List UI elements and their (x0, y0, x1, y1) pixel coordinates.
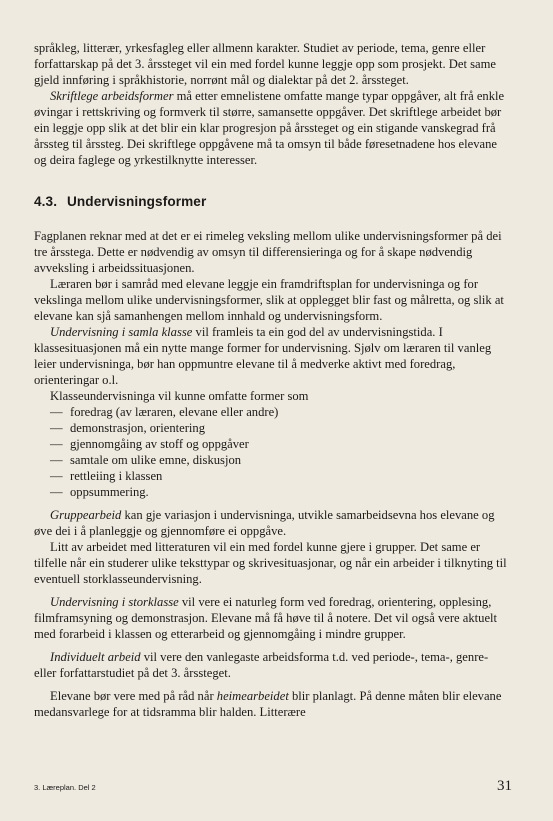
list-item: — samtale om ulike emne, diskusjon (50, 452, 510, 468)
paragraph-1: Fagplanen reknar med at det er ei rimeleg veksling mellom ulike undervisningsformer på dei tre årsstega. Dette er nødvendig av omsyn til differensieringa og for å skape nødvendig avveksling i arbeidssituasjonen. (34, 229, 502, 275)
list-item: — foredrag (av læraren, elevane eller andre) (50, 404, 510, 420)
class-teaching-text: vil framleis ta ein god del av undervisningstida. I klassesituasjonen må ein nytte mange former for undervisning. Sjølv om læraren til vanleg leier undervisninga, bør han oppmuntre elevane til å medverke aktivt med foredrag, orienteringar o.l. (34, 325, 492, 387)
class-teaching-paragraph (34, 324, 510, 388)
group-work-term: Gruppearbeid (50, 508, 122, 522)
page-content (34, 40, 510, 720)
written-forms-paragraph (34, 88, 510, 168)
page-footer (34, 778, 512, 795)
list-intro: Klasseundervisninga vil kunne omfatte former som (50, 389, 309, 403)
intro-paragraph: språkleg, litterær, yrkesfagleg eller allmenn karakter. Studiet av periode, tema, genre eller forfattarskap på det 3. årssteget vil ein med fordel kunne leggje opp som prosjekt. Det same gjeld innføring i språkhistorie, norrønt mål og dialektar på det 2. årssteget. (34, 41, 496, 87)
homework-text-after: blir planlagt. På denne måten blir elevane medansvarlege for at tidsramma blir halden. Litterære (34, 689, 502, 719)
homework-text-before: Elevane bør vere med på råd når (50, 689, 217, 703)
list-item: — gjennomgåing av stoff og oppgåver (50, 436, 510, 452)
group-work-text: kan gje variasjon i undervisninga, utvikle samarbeidsevna hos elevane og øve dei i å planleggje og gjennomføre ei oppgåve. (34, 508, 495, 538)
list-item: — rettleiing i klassen (50, 468, 510, 484)
group-work-paragraph-2: Litt av arbeidet med litteraturen vil ein med fordel kunne gjere i grupper. Det same er tilfelle når ein studerer ulike teksttypar og skrivesituasjonar, og når ein arbeider i tilknyting til eventuell storklasseundervisning. (34, 540, 507, 586)
homework-paragraph (34, 688, 510, 720)
section-number: 4.3. (34, 194, 58, 209)
footer-source: 3. Læreplan. Del 2 (34, 783, 96, 792)
written-forms-text: må etter emnelistene omfatte mange typar oppgåver, alt frå enkle øvingar i rettskriving og formverk til større, samansette oppgåver. Det skriftlege arbeidet bør ein leggje opp slik at det blir ein klar progresjon på årssteget og ein stigande vanskegrad frå årssteg til årssteg. Dei skriftlege oppgåvene må ta omsyn til både føresetnadene hos elevane og deira faglege og yrkestilknytte interesser. (34, 89, 505, 167)
section-title: Undervisningsformer (66, 194, 207, 209)
section-heading (34, 194, 510, 210)
teaching-forms-list (34, 404, 510, 500)
individual-text: vil vere den vanlegaste arbeidsforma t.d. ved periode-, tema-, genre- eller forfattarstudiet på det 3. årssteget. (34, 650, 489, 680)
written-forms-term: Skriftlege arbeidsformer (50, 89, 174, 103)
large-class-text: vil vere ei naturleg form ved foredrag, orientering, opplesing, filmframsyning og demonstrasjon. Elevane må få høve til å notere. Det vil også vere aktuelt med forarbeid i klassen og etterarbeid og gjennomgåing i mindre grupper. (34, 595, 498, 641)
large-class-paragraph (34, 594, 510, 642)
page-number: 31 (497, 778, 512, 794)
list-item: — oppsummering. (50, 484, 510, 500)
large-class-term: Undervisning i storklasse (50, 595, 179, 609)
homework-term: heimearbeidet (216, 689, 289, 703)
paragraph-2: Læraren bør i samråd med elevane leggje ein framdriftsplan for undervisninga og for vekslinga mellom ulike undervisningsformer, slik at opplegget blir fast og målretta, og slik at elevane kan sjå samanhengen mellom innhald og undervisningsform. (34, 277, 504, 323)
group-work-paragraph (34, 507, 510, 539)
class-teaching-term: Undervisning i samla klasse (50, 325, 193, 339)
individual-term: Individuelt arbeid (50, 650, 141, 664)
individual-paragraph (34, 649, 510, 681)
list-item: — demonstrasjon, orientering (50, 420, 510, 436)
